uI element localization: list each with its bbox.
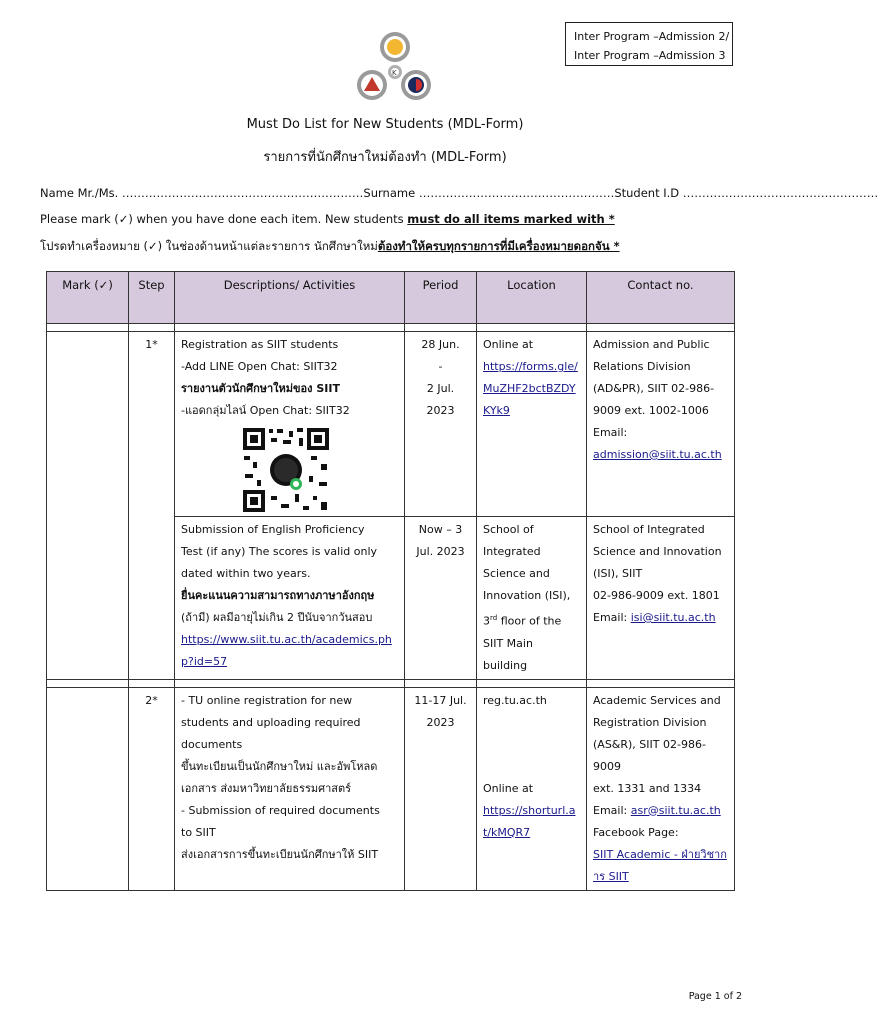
location-line: reg.tu.ac.th [483,693,547,707]
logo-letter: K [392,69,397,77]
registration-form-link[interactable]: https://forms.gle/MuZHF2bctBZDYKYk9 [483,360,578,417]
instruction-thai-text: โปรดทำเครื่องหมาย (✓) ในช่องด้านหน้าแต่ละรายการ นักศึกษาใหม่ [40,239,378,253]
desc-line: dated within two years. [181,567,311,580]
academics-link[interactable]: https://www.siit.tu.ac.th/academics.php?id=57 [181,633,392,668]
desc-cell-english-proficiency [175,517,405,680]
period-line: 2023 [426,404,455,417]
contact-line: (ISI), SIIT [593,567,643,580]
contact-line: Science and Innovation [593,545,722,558]
line-qr-code[interactable] [241,426,331,514]
contact-line: 9009 ext. 1002-1006 [593,404,709,417]
desc-line [181,541,398,563]
location-spacer [483,712,580,778]
desc-fragment: (if any) The scores is valid only [202,545,378,558]
period-line: Jul. 2023 [416,545,465,558]
siit-logo [352,30,438,106]
program-line-1: Inter Program –Admission 2/ [574,30,730,43]
period-line: Now – 3 [418,523,463,536]
desc-line: ขึ้นทะเบียนเป็นนักศึกษาใหม่ และอัพโหลด [181,759,378,773]
desc-line: - TU online registration for new [181,693,353,707]
contact-cell-english-proficiency [587,517,735,680]
desc-cell-registration [175,332,405,517]
page-number: Page 1 of 2 [688,991,742,1002]
contact-line [593,607,728,629]
contact-line: Facebook Page: [593,825,679,839]
desc-line: -Add LINE Open Chat: SIIT32 [181,360,338,373]
contact-line: (AD&PR), SIIT 02-986- [593,382,715,395]
contact-cell-tu-registration [587,687,735,890]
location-fragment: 3 [483,614,490,628]
period-cell-registration [405,332,477,517]
desc-line: ยื่นคะแนนความสามารถทางภาษาอังกฤษ [181,589,375,602]
period-line: 2023 [426,715,455,729]
step-cell-1: 1* [129,332,175,680]
contact-line: ext. 1331 and 1334 [593,781,702,795]
table-row-step-2 [47,687,735,890]
location-line: Science and [483,567,550,580]
admission-email-link[interactable]: admission@siit.tu.ac.th [593,448,722,461]
header-step: Step [129,272,175,324]
contact-line [593,800,728,822]
contact-line: 02-986-9009 ext. 1801 [593,589,720,602]
desc-line: Submission of English Proficiency [181,523,365,536]
location-line: SIIT Main building [483,636,533,672]
period-cell-english-proficiency [405,517,477,680]
header-period: Period [405,272,477,324]
instruction-thai-emphasis: ต้องทำให้ครบทุกรายการที่มีเครื่องหมายดอกจัน * [377,239,620,253]
contact-fragment: Email: [593,803,631,817]
location-line [483,607,580,633]
period-line: 2 Jul. [426,382,455,395]
shorturl-link[interactable]: https://shorturl.at/kMQR7 [483,803,576,839]
desc-line: รายงานตัวนักศึกษาใหม่ของ SIIT [181,382,340,395]
period-line: 28 Jun. [421,338,460,351]
student-name-line[interactable]: Name Mr./Ms. ………………………………………………………Surname ……………………………………………Student I.D …………………………………………… [40,186,878,200]
instruction-english-text: Please mark (✓) when you have done each item. New students [40,212,408,226]
program-line-2: Inter Program –Admission 3 [574,49,726,62]
location-fragment: floor of the [497,614,562,628]
contact-line: Registration Division [593,715,707,729]
location-line: Online at [483,338,534,351]
period-line: 11-17 Jul. [414,693,467,707]
title-english: Must Do List for New Students (MDL-Form) [246,117,524,132]
desc-line: documents [181,737,243,751]
facebook-page-link[interactable]: SIIT Academic - ฝ่ายวิชาการ SIIT [593,847,727,883]
instruction-english-emphasis: must do all items marked with * [407,212,615,226]
location-cell-registration [477,332,587,517]
location-line: Integrated [483,545,541,558]
mdl-table [46,271,735,891]
mark-cell-step-1[interactable] [47,332,129,680]
desc-line: - Submission of required documents [181,803,380,817]
period-line: - [438,360,443,373]
contact-line: (AS&R), SIIT 02-986-9009 [593,737,706,773]
header-descriptions: Descriptions/ Activities [175,272,405,324]
contact-cell-registration [587,332,735,517]
table-row-step-1 [47,332,735,517]
step-cell-2: 2* [129,687,175,890]
contact-line: School of Integrated [593,523,705,536]
header-mark: Mark (✓) [47,272,129,324]
location-line: Innovation (ISI), [483,589,571,602]
mark-cell-step-2[interactable] [47,687,129,890]
desc-line: ส่งเอกสารการขึ้นทะเบียนนักศึกษาให้ SIIT [181,847,379,861]
period-cell-tu-registration [405,687,477,890]
instruction-thai [40,238,760,256]
asr-email-link[interactable]: asr@siit.tu.ac.th [630,803,721,817]
location-cell-english-proficiency [477,517,587,680]
location-superscript: rd [490,614,498,622]
header-location: Location [477,272,587,324]
desc-line: เอกสาร ส่งมหาวิทยาลัยธรรมศาสตร์ [181,781,352,795]
location-line: Online at [483,781,534,795]
header-contact: Contact no. [587,272,735,324]
desc-line: Registration as SIIT students [181,338,339,351]
desc-cell-tu-registration [175,687,405,890]
table-header-row [47,272,735,324]
desc-fragment: Test [181,545,203,558]
desc-line: students and uploading required [181,715,361,729]
contact-line: Relations Division [593,360,691,373]
contact-fragment: Email: [593,611,631,624]
isi-email-link[interactable]: isi@siit.tu.ac.th [630,611,716,624]
desc-line: -แอดกลุ่มไลน์ Open Chat: SIIT32 [181,404,350,417]
contact-line: Email: [593,426,628,439]
program-box [565,22,733,66]
location-line: School of [483,523,534,536]
contact-line: Academic Services and [593,693,721,707]
table-spacer [47,324,735,332]
title-thai: รายการที่นักศึกษาใหม่ต้องทำ (MDL-Form) [263,150,507,165]
table-spacer [47,679,735,687]
desc-line: (ถ้ามี) ผลมีอายุไม่เกิน 2 ปีนับจากวันสอบ [181,611,373,624]
desc-line: to SIIT [181,825,216,839]
location-cell-tu-registration [477,687,587,890]
instruction-english [40,212,760,226]
contact-line: Admission and Public [593,338,710,351]
